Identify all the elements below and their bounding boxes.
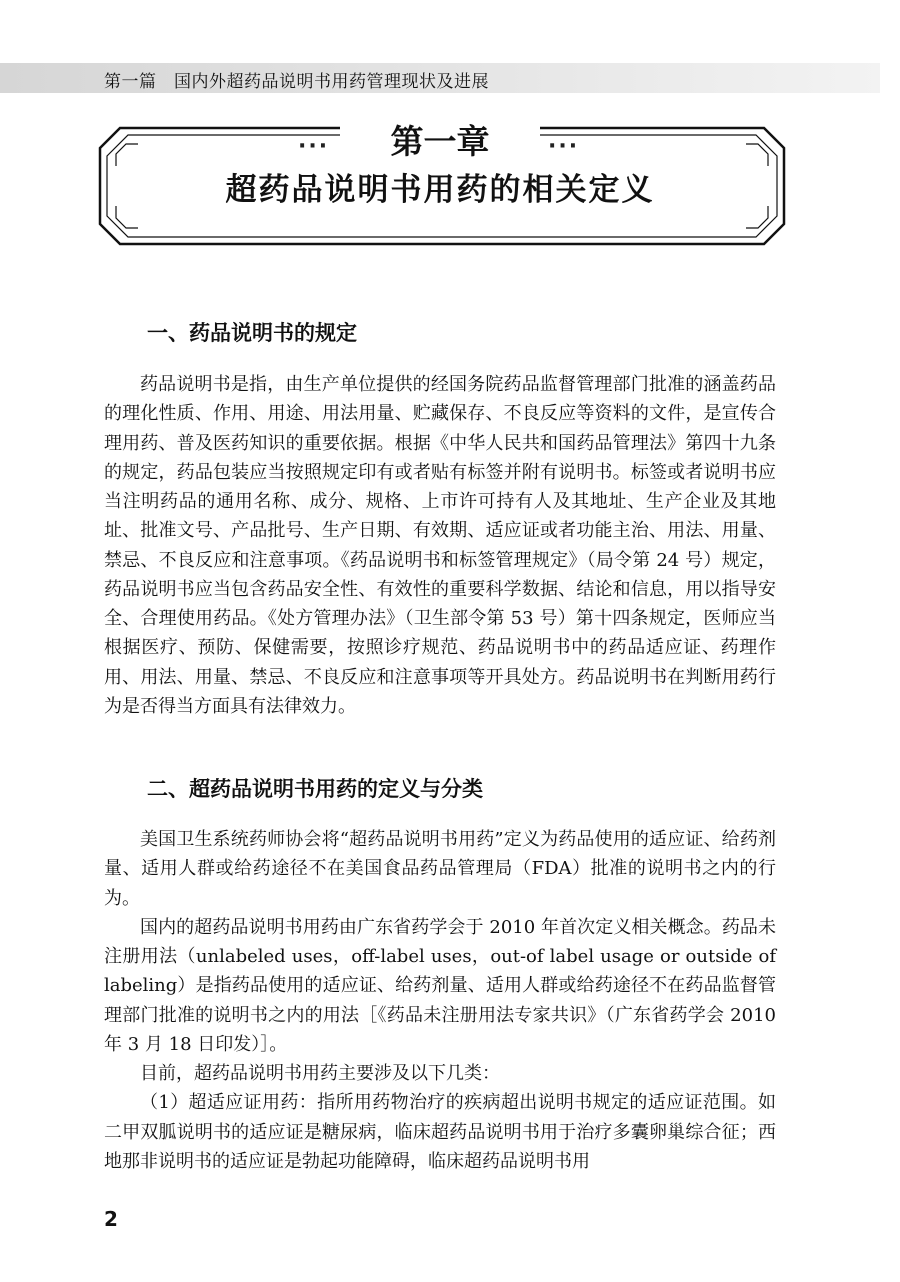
chapter-ornament-dots-right: ··· bbox=[548, 134, 580, 159]
chapter-ornament-dots-left: ··· bbox=[298, 134, 330, 159]
section-2-body bbox=[104, 825, 776, 1176]
page-number: 2 bbox=[104, 1207, 118, 1231]
paragraph: 目前，超药品说明书用药主要涉及以下几类： bbox=[140, 1063, 500, 1084]
paragraph: （1）超适应证用药：指所用药物治疗的疾病超出说明书规定的适应证范围。如二甲双胍说明书的适应证是糖尿病，临床超药品说明书用于治疗多囊卵巢综合征；西地那非说明书的适应证是勃起功能障碍，临床超药品说明书用 bbox=[104, 1092, 776, 1172]
running-header-bar bbox=[0, 63, 880, 93]
paragraph: 药品说明书是指，由生产单位提供的经国务院药品监督管理部门批准的涵盖药品的理化性质、作用、用途、用法用量、贮藏保存、不良反应等资料的文件，是宣传合理用药、普及医药知识的重要依据。根据《中华人民共和国药品管理法》第四十九条的规定，药品包装应当按照规定印有或者贴有标签并附有说明书。标签或者说明书应当注明药品的通用名称、成分、规格、上市许可持有人及其地址、生产企业及其地址、批准文号、产品批号、生产日期、有效期、适应证或者功能主治、用法、用量、禁忌、不良反应和注意事项。《药品说明书和标签管理规定》（局令第 24 号）规定，药品说明书应当包含药品安全性、有效性的重要科学数据、结论和信息，用以指导安全、合理使用药品。《处方管理办法》（卫生部令第 53 号）第十四条规定，医师应当根据医疗、预防、保健需要，按照诊疗规范、药品说明书中的药品适应证、药理作用、用法、用量、禁忌、不良反应和注意事项等开具处方。药品说明书在判断用药行为是否得当方面具有法律效力。 bbox=[104, 374, 776, 717]
chapter-title: 超药品说明书用药的相关定义 bbox=[225, 172, 655, 208]
chapter-number: 第一章 bbox=[340, 122, 540, 162]
running-header-text: 第一篇 国内外超药品说明书用药管理现状及进展 bbox=[104, 72, 489, 92]
section-1-body bbox=[104, 370, 776, 721]
paragraph: 美国卫生系统药师协会将“超药品说明书用药”定义为药品使用的适应证、给药剂量、适用人群或给药途径不在美国食品药品管理局（FDA）批准的说明书之内的行为。 bbox=[104, 829, 776, 909]
section-heading-1: 一、药品说明书的规定 bbox=[147, 321, 357, 345]
paragraph: 国内的超药品说明书用药由广东省药学会于 2010 年首次定义相关概念。药品未注册用法（unlabeled uses，off-label uses，out-of label usage or outside of labeling）是指药品使用的适应证、给药剂量、适用人群或给药途径不在药品监督管理部门批准的说明书之内的用法［《药品未注册用法专家共识》（广东省药学会 2010 年 3 月 18 日印发）］。 bbox=[104, 916, 776, 1055]
section-heading-2: 二、超药品说明书用药的定义与分类 bbox=[147, 777, 483, 801]
